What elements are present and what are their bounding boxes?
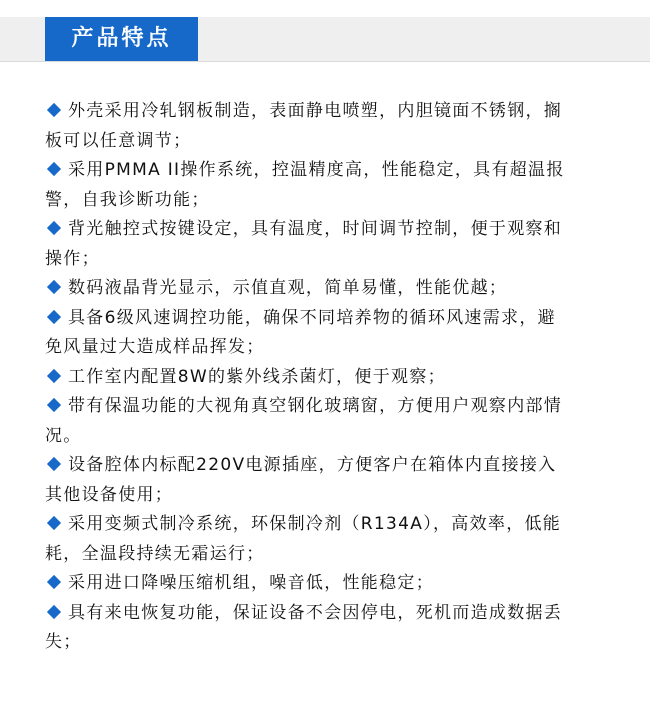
feature-item — [45, 156, 573, 215]
feature-item — [45, 392, 573, 451]
feature-item — [45, 215, 573, 274]
diamond-icon — [47, 309, 61, 323]
feature-item — [45, 97, 573, 156]
section-title: 产品特点 — [45, 17, 198, 61]
feature-item — [45, 599, 573, 658]
feature-text: 工作室内配置8W的紫外线杀菌灯，便于观察； — [68, 366, 446, 387]
diamond-icon — [47, 604, 61, 618]
feature-text: 采用变频式制冷系统，环保制冷剂（R134A），高效率，低能耗，全温段持续无霜运行； — [45, 514, 562, 564]
feature-item — [45, 363, 573, 393]
feature-text: 设备腔体内标配220V电源插座，方便客户在箱体内直接接入其他设备使用； — [45, 455, 557, 505]
diamond-icon — [47, 575, 61, 589]
diamond-icon — [47, 103, 61, 117]
diamond-icon — [47, 398, 61, 412]
feature-item — [45, 451, 573, 510]
feature-item — [45, 569, 573, 599]
diamond-icon — [47, 221, 61, 235]
feature-text: 具有来电恢复功能，保证设备不会因停电，死机而造成数据丢失； — [45, 602, 563, 652]
feature-item — [45, 274, 573, 304]
feature-text: 采用进口降噪压缩机组，噪音低，性能稳定； — [68, 573, 434, 593]
feature-text: 背光触控式按键设定，具有温度，时间调节控制，便于观察和操作； — [45, 219, 563, 269]
diamond-icon — [47, 280, 61, 294]
feature-item — [45, 510, 573, 569]
feature-item — [45, 304, 573, 363]
feature-list — [45, 97, 573, 658]
feature-text: 采用PMMA II操作系统，控温精度高，性能稳定，具有超温报警，自我诊断功能； — [45, 160, 565, 210]
feature-text: 具备6级风速调控功能，确保不同培养物的循环风速需求，避免风量过大造成样品挥发； — [45, 307, 556, 357]
diamond-icon — [47, 516, 61, 530]
feature-text: 数码液晶背光显示，示值直观，简单易懂，性能优越； — [68, 278, 508, 298]
diamond-icon — [47, 457, 61, 471]
diamond-icon — [47, 368, 61, 382]
feature-text: 外壳采用冷轧钢板制造，表面静电喷塑，内胆镜面不锈钢，搁板可以任意调节； — [45, 101, 563, 151]
diamond-icon — [47, 162, 61, 176]
feature-text: 带有保温功能的大视角真空钢化玻璃窗，方便用户观察内部情况。 — [45, 396, 563, 446]
